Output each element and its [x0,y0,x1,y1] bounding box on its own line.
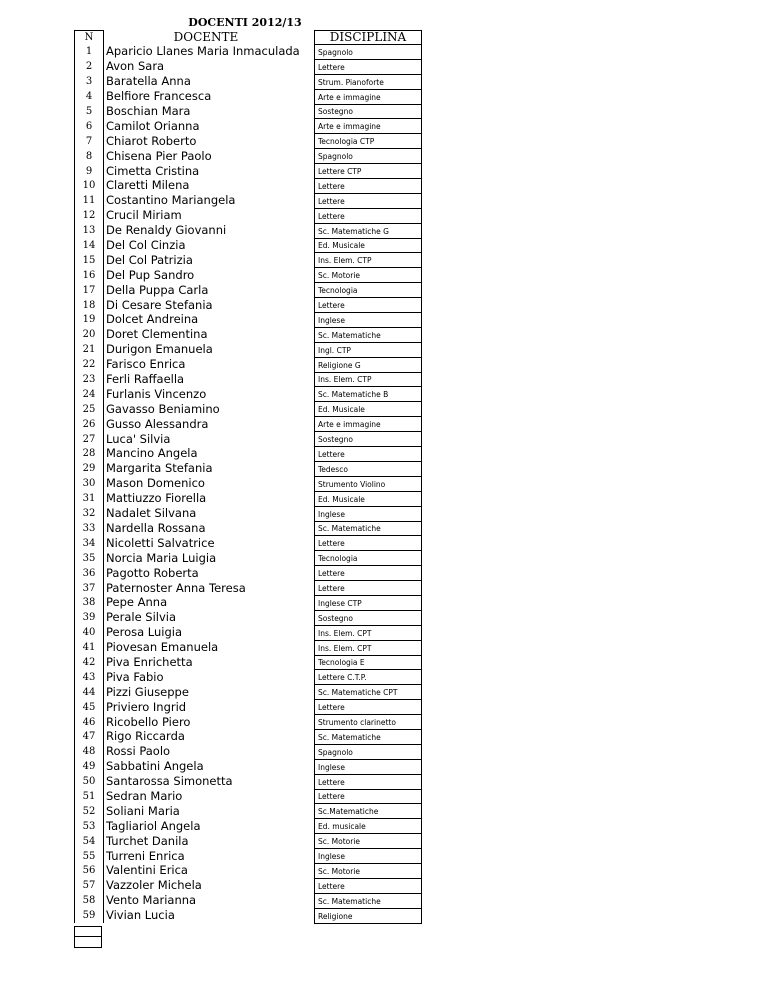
teacher-name: Margarita Stefania [106,461,213,476]
row-number: 3 [75,74,104,89]
row-number: 24 [75,387,104,402]
row-number: 56 [75,863,104,878]
subject: Sc. Matematiche [315,327,422,342]
table-row [75,581,422,596]
teacher-name: Sedran Mario [106,789,183,803]
teacher-name: Farisco Enrica [106,357,186,372]
table-row [75,476,422,491]
row-number: 26 [75,417,104,432]
row-number: 20 [75,327,104,342]
subject: Sostegno [315,104,422,119]
teacher-name: Perale Silvia [106,610,177,625]
subject: Sc. Motorie [315,834,422,849]
teacher-name: Furlanis Vincenzo [106,386,207,401]
subject: Spagnolo [315,45,422,60]
table-row [75,387,422,402]
subject: Spagnolo [315,744,422,759]
row-number: 42 [75,655,104,670]
subject: Tedesco [315,461,422,476]
row-number: 37 [75,581,104,596]
teacher-name: Di Cesare Stefania [106,297,213,312]
teacher-name: Ricobello Piero [106,714,191,729]
subject: Tecnologia CTP [315,134,422,149]
subject: Ed. Musicale [315,238,422,253]
table-row [75,610,422,625]
table-row [75,461,422,476]
teacher-name: Vivian Lucia [106,908,175,923]
teacher-name: Valentini Erica [106,863,188,878]
teacher-name: Nicoletti Salvatrice [106,535,215,550]
table-row [75,74,422,89]
table-row [75,134,422,149]
table-row [75,432,422,447]
row-number: 5 [75,104,104,119]
row-number: 40 [75,625,104,640]
subject: Inglese [315,849,422,864]
teacher-name: Sabbatini Angela [106,759,204,774]
table-row [75,595,422,610]
table-row [75,149,422,164]
subject: Sc. Matematiche B [315,387,422,402]
teacher-name: Santarossa Simonetta [106,774,233,789]
row-number: 30 [75,476,104,491]
row-number: 46 [75,715,104,730]
subject: Sc. Matematiche [315,729,422,744]
table-row [75,715,422,730]
table-row [75,208,422,223]
row-number: 10 [75,179,104,194]
subject: Lettere [315,193,422,208]
subject: Ed. musicale [315,819,422,834]
teacher-name: Turreni Enrica [106,848,185,863]
table-row [75,625,422,640]
teacher-name: De Renaldy Giovanni [106,223,227,238]
teacher-name: Pagotto Roberta [106,565,199,580]
subject: Sostegno [315,610,422,625]
row-number: 52 [75,804,104,819]
subject: Inglese [315,313,422,328]
subject: Arte e immagine [315,89,422,104]
row-number: 19 [75,313,104,328]
subject: Sc. Matematiche [315,521,422,536]
table-row [75,759,422,774]
subject: Lettere [315,179,422,194]
subject: Inglese [315,506,422,521]
row-number: 29 [75,461,104,476]
row-number: 47 [75,729,104,744]
subject: Tecnologia [315,551,422,566]
header-docente: DOCENTE [173,30,239,44]
table-row [75,655,422,670]
table-row [75,819,422,834]
table-row [75,164,422,179]
row-number: 7 [75,134,104,149]
row-number: 12 [75,208,104,223]
subject: Inglese CTP [315,595,422,610]
subject: Lettere C.T.P. [315,670,422,685]
row-number: 16 [75,268,104,283]
subject: Lettere [315,789,422,804]
teacher-name: Gavasso Beniamino [106,401,220,416]
teacher-name: Mattiuzzo Fiorella [106,491,207,506]
subject: Lettere [315,447,422,462]
teacher-name: Turchet Danila [106,833,189,848]
subject: Lettere [315,878,422,893]
subject: Tecnologia E [315,655,422,670]
subject: Lettere [315,700,422,715]
subject: Spagnolo [315,149,422,164]
subject: Sc. Matematiche G [315,223,422,238]
subject: Lettere [315,298,422,313]
subject: Lettere [315,581,422,596]
table-row [75,89,422,104]
table-row [75,193,422,208]
row-number: 22 [75,357,104,372]
table-row [75,536,422,551]
table-row [75,179,422,194]
table-row [75,521,422,536]
row-number: 31 [75,491,104,506]
table-row [75,640,422,655]
table-row [75,357,422,372]
row-number: 50 [75,774,104,789]
table-row [75,59,422,74]
table-row [75,327,422,342]
row-number: 43 [75,670,104,685]
table-row [75,253,422,268]
header-disciplina: DISCIPLINA [315,31,422,45]
subject: Lettere CTP [315,164,422,179]
teacher-name: Costantino Mariangela [106,193,236,208]
row-number: 27 [75,432,104,447]
teacher-name: Baratella Anna [106,74,191,89]
teacher-name: Paternoster Anna Teresa [106,580,246,595]
row-number: 38 [75,595,104,610]
teacher-name: Pizzi Giuseppe [106,684,189,699]
table-row [75,908,422,923]
teacher-name: Crucil Miriam [106,208,182,223]
subject: Lettere [315,566,422,581]
row-number: 25 [75,402,104,417]
subject: Lettere [315,774,422,789]
row-number: 17 [75,283,104,298]
subject: Ins. Elem. CPT [315,640,422,655]
subject: Lettere [315,536,422,551]
teacher-name: Durigon Emanuela [106,342,213,357]
table-row [75,268,422,283]
teacher-name: Nardella Rossana [106,521,206,535]
table-row [75,283,422,298]
row-number: 9 [75,164,104,179]
teacher-name: Piva Enrichetta [106,655,193,669]
subject: Ed. Musicale [315,491,422,506]
subject: Strumento Violino [315,476,422,491]
teacher-name: Aparicio Llanes Maria Inmaculada [106,44,300,59]
teacher-name: Della Puppa Carla [106,282,209,297]
subject: Sc. Motorie [315,863,422,878]
row-number: 41 [75,640,104,655]
subject: Religione [315,908,422,923]
row-number: 35 [75,551,104,566]
teacher-name: Camilot Orianna [106,118,200,133]
teacher-name: Del Col Patrizia [106,252,193,267]
row-number: 14 [75,238,104,253]
row-number: 59 [75,908,104,923]
table-row [75,238,422,253]
row-number: 1 [75,45,104,60]
teacher-name: Doret Clementina [106,327,208,342]
row-number: 57 [75,878,104,893]
table-row [75,849,422,864]
table-row [75,700,422,715]
teacher-name: Avon Sara [106,59,165,74]
teacher-name: Piovesan Emanuela [106,640,219,655]
teacher-name: Soliani Maria [106,803,180,818]
teacher-name: Cimetta Cristina [106,163,200,178]
table-row [75,789,422,804]
table-row [75,402,422,417]
subject: Sc. Matematiche [315,893,422,908]
teacher-name: Belfiore Francesca [106,89,212,104]
subject: Ingl. CTP [315,342,422,357]
row-number: 13 [75,223,104,238]
row-number: 28 [75,447,104,462]
row-number: 23 [75,372,104,387]
teacher-name: Claretti Milena [106,178,190,193]
subject: Sostegno [315,432,422,447]
table-header-row [75,31,422,45]
row-number: 8 [75,149,104,164]
teacher-name: Rossi Paolo [106,744,171,759]
table-row [75,447,422,462]
subject: Sc.Matematiche [315,804,422,819]
table-row [75,417,422,432]
row-number: 58 [75,893,104,908]
table-row [75,566,422,581]
table-row [75,506,422,521]
subject: Strum. Pianoforte [315,74,422,89]
table-row [75,729,422,744]
subject: Lettere [315,59,422,74]
row-number: 34 [75,536,104,551]
teacher-name: Luca' Silvia [106,431,171,446]
subject: Lettere [315,208,422,223]
teacher-name: Nadalet Silvana [106,506,197,521]
teacher-name: Del Pup Sandro [106,267,195,282]
teacher-name: Chiarot Roberto [106,133,197,148]
table-row [75,119,422,134]
teacher-name: Norcia Maria Luigia [106,550,217,565]
table-row [75,744,422,759]
document-title: DOCENTI 2012/13 [188,16,302,29]
subject: Sc. Matematiche CPT [315,685,422,700]
teacher-name: Perosa Luigia [106,625,183,640]
table-row [75,774,422,789]
row-number: 11 [75,193,104,208]
subject: Sc. Motorie [315,268,422,283]
table-row [75,223,422,238]
row-number: 49 [75,759,104,774]
table-row [75,804,422,819]
row-number: 36 [75,566,104,581]
teacher-name: Vento Marianna [106,893,197,908]
table-row [75,670,422,685]
row-number: 33 [75,521,104,536]
table-row [75,313,422,328]
table-row [75,45,422,60]
table-row [75,342,422,357]
empty-row-box [74,936,102,948]
table-row [75,551,422,566]
subject: Strumento clarinetto [315,715,422,730]
table-row [75,372,422,387]
table-row [75,491,422,506]
table-row [75,298,422,313]
teacher-name: Pepe Anna [106,595,168,610]
row-number: 15 [75,253,104,268]
subject: Inglese [315,759,422,774]
teacher-name: Priviero Ingrid [106,699,187,714]
teacher-name: Dolcet Andreina [106,312,199,327]
table-row [75,893,422,908]
row-number: 45 [75,700,104,715]
subject: Tecnologia [315,283,422,298]
teacher-name: Gusso Alessandra [106,416,209,431]
subject: Ins. Elem. CTP [315,253,422,268]
subject: Ins. Elem. CPT [315,625,422,640]
teacher-name: Tagliariol Angela [106,818,201,833]
teacher-name: Chisena Pier Paolo [106,148,212,163]
subject: Arte e immagine [315,119,422,134]
row-number: 21 [75,342,104,357]
teacher-name: Ferli Raffaella [106,372,185,387]
row-number: 54 [75,834,104,849]
row-number: 48 [75,744,104,759]
row-number: 53 [75,819,104,834]
teacher-name: Del Col Cinzia [106,238,186,253]
table-row [75,863,422,878]
subject: Religione G [315,357,422,372]
table-row [75,685,422,700]
row-number: 55 [75,849,104,864]
teacher-name: Boschian Mara [106,104,191,118]
row-number: 2 [75,59,104,74]
teacher-name: Mancino Angela [106,446,198,461]
teacher-name: Rigo Riccarda [106,729,185,744]
row-number: 32 [75,506,104,521]
table-row [75,878,422,893]
teacher-name: Piva Fabio [106,669,164,684]
subject: Ed. Musicale [315,402,422,417]
subject: Arte e immagine [315,417,422,432]
teacher-name: Vazzoler Michela [106,878,202,893]
row-number: 18 [75,298,104,313]
row-number: 44 [75,685,104,700]
row-number: 39 [75,610,104,625]
teachers-table [74,30,422,924]
subject: Ins. Elem. CTP [315,372,422,387]
table-row [75,834,422,849]
table-row [75,104,422,119]
teacher-name: Mason Domenico [106,476,205,491]
row-number: 4 [75,89,104,104]
header-n: N [75,31,104,45]
row-number: 51 [75,789,104,804]
row-number: 6 [75,119,104,134]
